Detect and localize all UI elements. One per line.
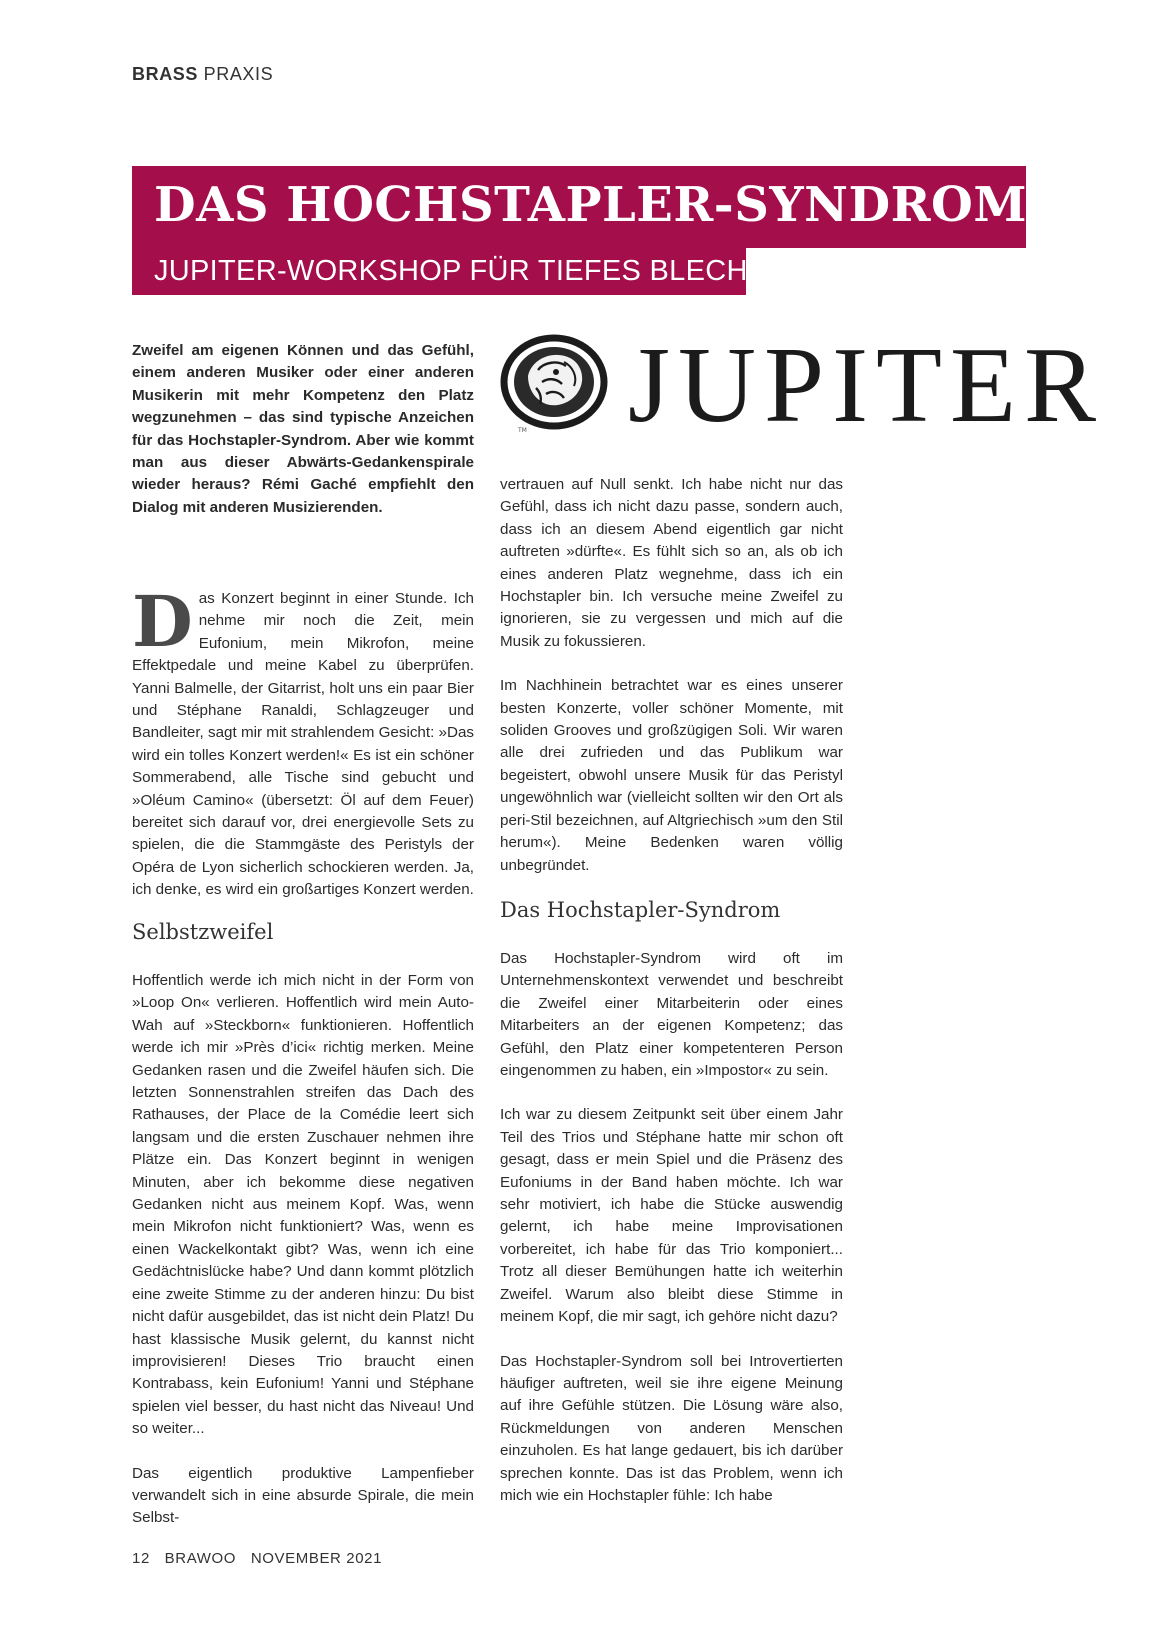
article-title: DAS HOCHSTAPLER-SYNDROM <box>154 177 1027 233</box>
page-number: 12 <box>132 1550 150 1567</box>
article-subtitle: JUPITER-WORKSHOP FÜR TIEFES BLECH <box>154 255 748 287</box>
column2-paragraph-1: vertrauen auf Null senkt. Ich habe nicht nur das Gefühl, dass ich nicht dazu passe, sondern auch, dass ich an diesem Abend eigentlich gar nicht auftreten »dürfte«. Es fühlt sich so an, als ob ich eines anderen Platz wegnehme, dass ich ein Hochstapler bin. Ich versuche meine Zweifel zu ignorieren, sie zu vergessen und mich auf die Musik zu fokussieren. <box>500 476 843 650</box>
intro-text <box>132 580 474 902</box>
coin-emblem-icon <box>498 332 618 442</box>
section-label-bold: BRASS <box>132 64 199 84</box>
selbstzweifel-body <box>132 970 474 1530</box>
hochstapler-body <box>500 948 843 1507</box>
column2-body <box>500 474 843 877</box>
section-heading-selbstzweifel: Selbstzweifel <box>132 920 274 944</box>
hochstapler-paragraph-1: Das Hochstapler-Syndrom wird oft im Unternehmenskontext verwendet und beschreibt die Zweifel einer Mitarbeiterin oder eines Mitarbeiters an der eigenen Kompetenz; das Gefühl, den Platz einer kompetenteren Person eingenommen zu haben, ein »Impostor« zu sein. <box>500 950 843 1080</box>
issue-date: NOVEMBER 2021 <box>250 1550 383 1567</box>
subtitle-banner <box>132 248 746 295</box>
section-label-light: PRAXIS <box>203 64 274 84</box>
selbstzweifel-paragraph-1: Hoffentlich werde ich mich nicht in der Form von »Loop On« verlieren. Hoffentlich wird mein Auto-Wah auf »Steckborn« funktionieren. Hoffentlich werde ich mir »Près d’ici« richtig merken. Meine Gedanken rasen und die Zweifel häufen sich. Die letzten Sonnenstrahlen streifen das Dach des Rathauses, der Place de la Comédie leert sich langsam und die ersten Zuschauer nehmen ihre Plätze ein. Das Konzert beginnt in wenigen Minuten, aber ich bekomme diese negativen Gedanken nicht aus meinem Kopf. Was, wenn mein Mikrofon nicht funktioniert? Was, wenn es einen Wackelkontakt gibt? Was, wenn ich eine Gedächtnislücke habe? Und dann kommt plötzlich eine zweite Stimme zu der anderen hinzu: Du bist nicht dafür ausgebildet, das ist nicht dein Platz! Du hast klassische Musik gelernt, du kannst nicht improvisieren! Dieses Trio braucht einen Kontrabass, kein Eufonium! Yanni und Stéphane spielen viel besser, du hast nicht das Niveau! Und so weiter... <box>132 972 474 1438</box>
lead-text: Zweifel am eigenen Können und das Gefühl, einem anderen Musiker oder einer anderen Musikerin mit mehr Kompetenz den Platz wegzunehmen – das sind typische Anzeichen für das Hochstapler-Syndrom. Aber wie kommt man aus dieser Abwärts-Gedankenspirale wieder heraus? Rémi Gaché empfiehlt den Dialog mit anderen Musizierenden. <box>132 342 474 516</box>
hochstapler-paragraph-3: Das Hochstapler-Syndrom soll bei Introvertierten häufiger auftreten, weil sie ihre eigene Meinung auf ihre Gefühle stützen. Die Lösung wäre also, Rückmeldungen von anderen Menschen einzuholen. Es hat lange gedauert, bis ich darüber sprechen konnte. Das ist das Problem, wenn ich mich wie ein Hochstapler fühle: Ich habe <box>500 1352 843 1504</box>
logo-wordmark: JUPITER <box>628 326 1105 445</box>
selbstzweifel-paragraph-2: Das eigentlich produktive Lampenfieber verwandelt sich in eine absurde Spirale, die mein Selbst- <box>132 1464 474 1527</box>
section-label <box>132 64 273 85</box>
intro-paragraph <box>132 580 474 902</box>
page-footer <box>132 1550 392 1567</box>
magazine-name: BRAWOO <box>164 1550 237 1567</box>
hochstapler-paragraph-2: Ich war zu diesem Zeitpunkt seit über einem Jahr Teil des Trios und Stéphane hatte mir schon oft gesagt, dass er mein Spiel und die Präsenz des Eufoniums in der Band haben möchte. Ich war sehr motiviert, ich habe die Stücke auswendig gelernt, ich habe meine Improvisationen vorbereitet, ich habe für das Trio komponiert... Trotz all dieser Bemühungen hatte ich weiterhin Zweifel. Warum also bleibt diese Stimme in meinem Kopf, die mir sagt, ich gehöre nicht dazu? <box>500 1106 843 1326</box>
title-banner <box>132 166 1026 248</box>
section-heading-hochstapler: Das Hochstapler-Syndrom <box>500 898 781 922</box>
intro-body: as Konzert beginnt in einer Stunde. Ich nehme mir noch die Zeit, mein Eufonium, mein Mikrofon, meine Effektpedale und meine Kabel zu überprüfen. Yanni Balmelle, der Gitarrist, holt uns ein paar Bier und Stéphane Ranaldi, Schlagzeuger und Bandleiter, sagt mir mit strahlendem Gesicht: »Das wird ein tolles Konzert werden!« Es ist ein schöner Sommerabend, alle Tische sind gebucht und »Oléum Camino« (übersetzt: Öl auf dem Feuer) bereitet sich darauf vor, drei energievolle Sets zu spielen, die die Stammgäste des Peristyls der Opéra de Lyon sicherlich schockieren werden. Ja, ich denke, es wird ein großartiges Konzert werden. <box>132 590 474 899</box>
drop-cap: D <box>132 580 193 663</box>
column2-paragraph-2: Im Nachhinein betrachtet war es eines unserer besten Konzerte, voller schöner Momente, mit soliden Grooves und großzügigen Soli. Wir waren alle drei zufrieden und das Publikum war begeistert, obwohl unsere Musik für das Peristyl ungewöhnlich war (vielleicht sollten wir den Ort als peri-Stil bezeichnen, auf Altgriechisch »um den Stil herum«). Meine Bedenken waren völlig unbegründet. <box>500 677 843 874</box>
svg-text:TM: TM <box>518 427 527 434</box>
lead-paragraph <box>132 340 474 519</box>
jupiter-logo <box>498 326 1105 445</box>
